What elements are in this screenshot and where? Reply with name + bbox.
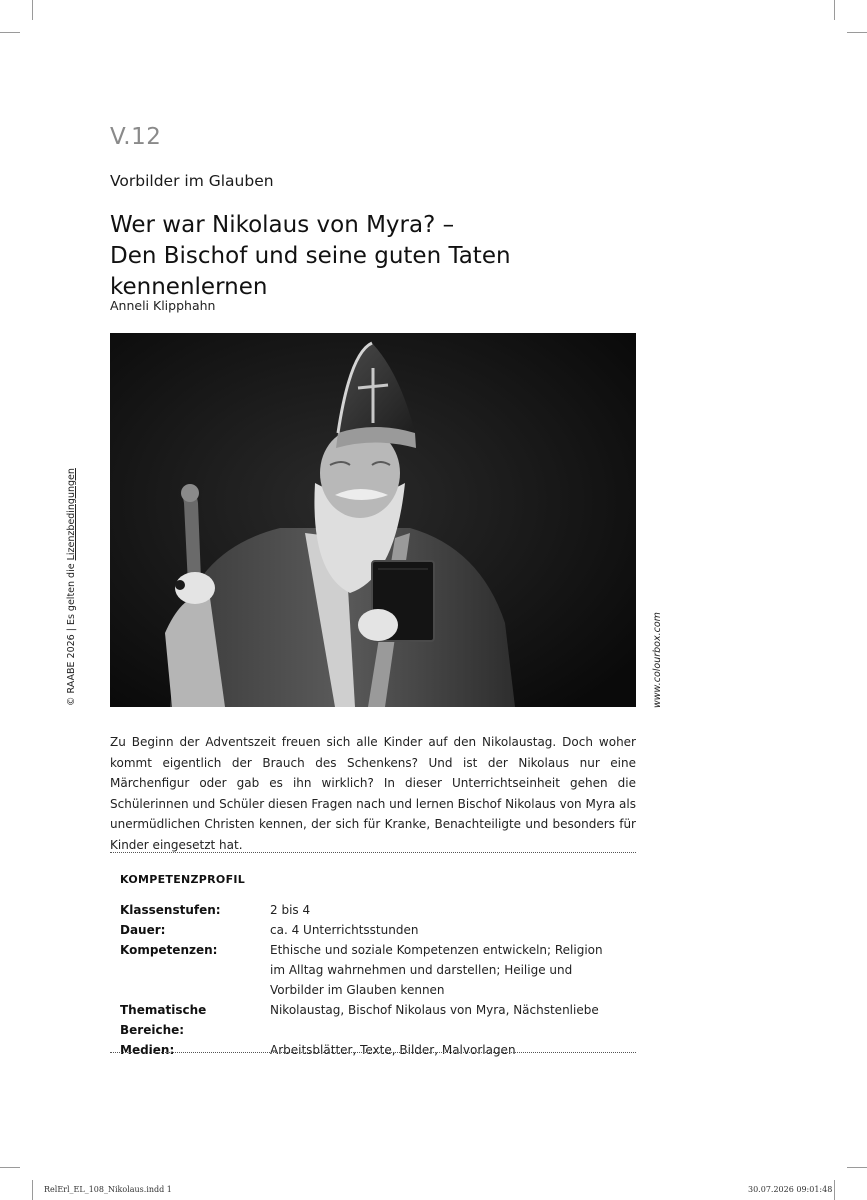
crop-mark-top-left-v — [32, 0, 33, 20]
row-value: Ethische und soziale Kompetenzen entwickeln; Religion im Alltag wahrnehmen und darstellen; Heilige und Vorbilder im Glauben kennen — [270, 943, 603, 997]
crop-mark-top-right-v — [834, 0, 835, 20]
crop-mark-top-right-h — [847, 32, 867, 33]
row-value: Nikolaustag, Bischof Nikolaus von Myra, Nächstenliebe — [270, 1003, 599, 1017]
row-label: Thematische Bereiche: — [120, 1003, 207, 1037]
page-title — [110, 210, 670, 303]
section-number: V.12 — [110, 124, 162, 150]
footer-file-info: RelErl_EL_108_Nikolaus.indd 1 — [44, 1185, 172, 1194]
row-label: Dauer: — [120, 923, 166, 937]
st-nicholas-illustration — [110, 333, 636, 707]
divider-bottom — [110, 1052, 636, 1053]
copyright-notice — [66, 468, 77, 706]
row-value: 2 bis 4 — [270, 903, 311, 917]
kompetenzprofil-table — [120, 900, 620, 1060]
footer-timestamp: 30.07.2026 09:01:48 — [748, 1185, 833, 1194]
photo-credit: www.colourbox.com — [652, 612, 663, 708]
row-value: Arbeitsblätter, Texte, Bilder, Malvorlagen — [270, 1043, 516, 1057]
copyright-text: © RAABE 2026 | Es gelten die — [66, 560, 77, 706]
row-value: ca. 4 Unterrichtsstunden — [270, 923, 419, 937]
page-title-line2: Den Bischof und seine guten Taten kennenlernen — [110, 243, 511, 300]
table-row — [120, 1040, 620, 1060]
table-row — [120, 940, 620, 1000]
row-label: Klassenstufen: — [120, 903, 221, 917]
divider-top — [110, 852, 636, 853]
author-name: Anneli Klipphahn — [110, 298, 216, 313]
intro-paragraph — [110, 732, 636, 855]
kompetenzprofil-heading: KOMPETENZPROFIL — [120, 873, 246, 886]
st-nicholas-photo — [110, 333, 636, 707]
crop-mark-bottom-right-v — [834, 1180, 835, 1200]
license-terms-link[interactable]: Lizenzbedingungen — [66, 468, 77, 561]
table-row — [120, 920, 620, 940]
section-title: Vorbilder im Glauben — [110, 172, 274, 190]
row-label: Kompetenzen: — [120, 943, 218, 957]
table-row — [120, 900, 620, 920]
page-title-line1: Wer war Nikolaus von Myra? – — [110, 212, 455, 238]
intro-text: Zu Beginn der Adventszeit freuen sich alle Kinder auf den Nikolaustag. Doch woher kommt eigentlich der Brauch des Schenkens? Und ist der Nikolaus nur eine Märchenfigur oder gab es ihn wirklich? In dieser Unterrichtseinheit gehen die Schülerinnen und Schüler diesen Fragen nach und lernen Bischof Nikolaus von Myra als unermüdlichen Christen kennen, der sich für Kranke, Benachteiligte und besonders für Kinder eingesetzt hat. — [110, 735, 636, 852]
crop-mark-top-left-h — [0, 32, 20, 33]
table-row — [120, 1000, 620, 1040]
crop-mark-bottom-left-h — [0, 1167, 20, 1168]
crop-mark-bottom-right-h — [847, 1167, 867, 1168]
crop-mark-bottom-left-v — [32, 1180, 33, 1200]
row-label: Medien: — [120, 1043, 175, 1057]
